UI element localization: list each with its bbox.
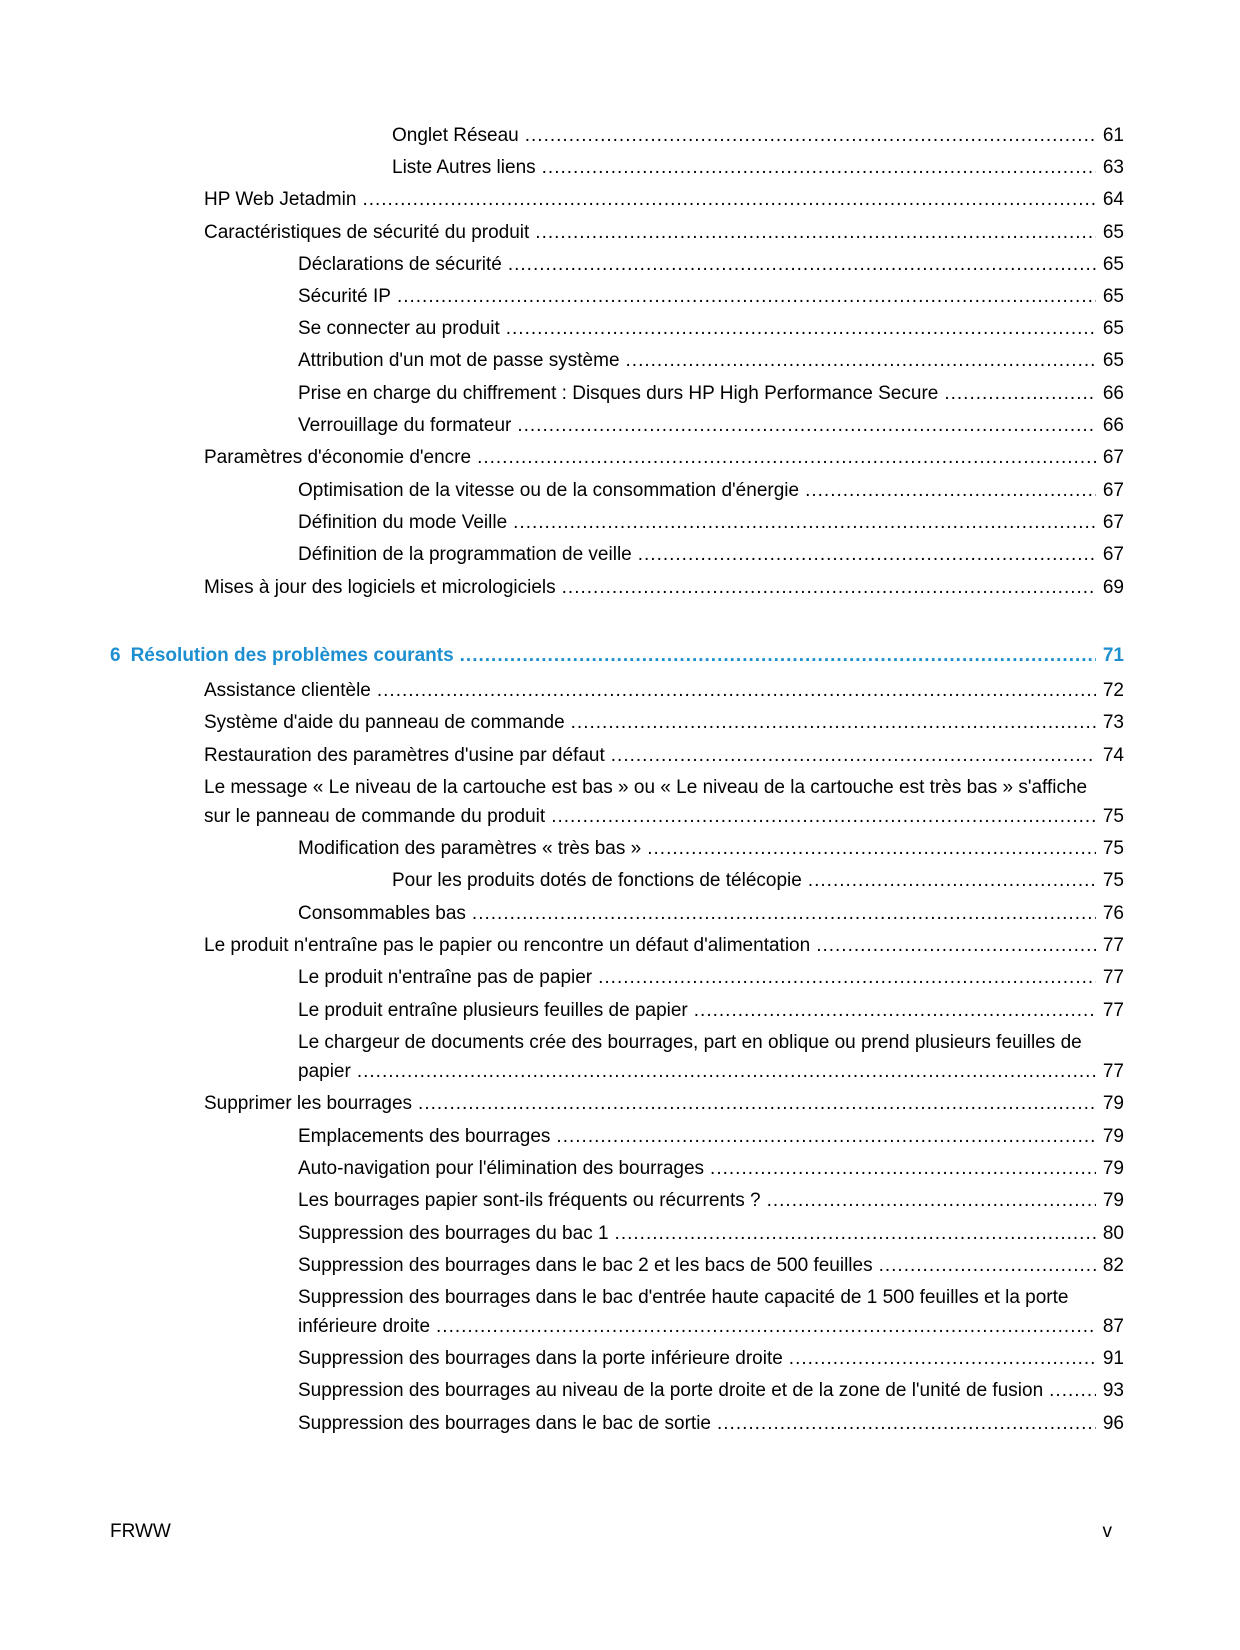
dot-leader: [611, 741, 1096, 770]
toc-entry-label: Suppression des bourrages dans la porte inférieure droite: [298, 1348, 783, 1369]
toc-entry-page: 72: [1102, 680, 1124, 701]
toc-entry-page: 67: [1102, 544, 1124, 565]
chapter-number: 6: [110, 645, 121, 666]
toc-entry-label: Définition de la programmation de veille: [298, 544, 632, 565]
toc-entry-label: Système d'aide du panneau de commande: [204, 712, 565, 733]
toc-entry[interactable]: [298, 476, 1124, 505]
toc-entry-label: Liste Autres liens: [392, 157, 536, 178]
dot-leader: [436, 1312, 1096, 1341]
toc-entry-page: 67: [1102, 480, 1124, 501]
toc-entry-page: 73: [1102, 712, 1124, 733]
toc-entry[interactable]: [392, 121, 1124, 150]
toc-entry-label: Pour les produits dotés de fonctions de télécopie: [392, 870, 802, 891]
toc-entry-page: 66: [1102, 415, 1124, 436]
dot-leader: [562, 573, 1096, 602]
toc-entry[interactable]: [392, 153, 1124, 182]
toc-entry-page: 65: [1102, 254, 1124, 275]
toc-entry-page: 77: [1102, 1061, 1124, 1082]
toc-entry[interactable]: [204, 443, 1124, 472]
toc-entry-label: Le produit entraîne plusieurs feuilles de papier: [298, 1000, 688, 1021]
toc-entry-page: 76: [1102, 903, 1124, 924]
dot-leader: [615, 1219, 1096, 1248]
toc-entry-label: Consommables bas: [298, 903, 466, 924]
toc-entry[interactable]: [204, 773, 1124, 831]
toc-entry-label: Auto-navigation pour l'élimination des bourrages: [298, 1158, 705, 1179]
footer-page-number: v: [1102, 1521, 1112, 1542]
toc-entry-page: 93: [1102, 1380, 1124, 1401]
toc-entry-label: Les bourrages papier sont-ils fréquents ou récurrents ?: [298, 1190, 761, 1211]
toc-entry[interactable]: [298, 1283, 1124, 1341]
toc-entry[interactable]: [204, 741, 1124, 770]
toc-entry-page: 79: [1102, 1158, 1124, 1179]
dot-leader: [508, 250, 1096, 279]
dot-leader: [710, 1154, 1096, 1183]
toc-entry[interactable]: [298, 1251, 1124, 1280]
toc-entry[interactable]: [204, 573, 1124, 602]
dot-leader: [397, 282, 1096, 311]
dot-leader: [556, 1122, 1096, 1151]
toc-entry-page: 61: [1102, 125, 1124, 146]
dot-leader: [789, 1344, 1096, 1373]
toc-entry-label: Définition du mode Veille: [298, 512, 508, 533]
toc-entry-page: 77: [1102, 935, 1124, 956]
toc-entry-page: 91: [1102, 1348, 1124, 1369]
dot-leader: [879, 1251, 1096, 1280]
toc-entry[interactable]: [204, 931, 1124, 960]
toc-entry-label: Suppression des bourrages au niveau de la porte droite et de la zone de l'unité de fusion: [298, 1380, 1044, 1401]
toc-entry-label: inférieure droite: [298, 1316, 431, 1337]
dot-leader: [571, 708, 1096, 737]
toc-entry-page: 79: [1102, 1190, 1124, 1211]
dot-leader: [472, 899, 1096, 928]
toc-entry-label: Attribution d'un mot de passe système: [298, 350, 620, 371]
toc-entry[interactable]: [298, 1122, 1124, 1151]
toc-entry[interactable]: [298, 250, 1124, 279]
toc-entry[interactable]: [298, 508, 1124, 537]
dot-leader: [542, 153, 1096, 182]
toc-entry[interactable]: [298, 1344, 1124, 1373]
toc-entry-page: 67: [1102, 512, 1124, 533]
dot-leader: [1049, 1376, 1096, 1405]
toc-entry-label: Verrouillage du formateur: [298, 415, 512, 436]
toc-entry-page: 75: [1102, 838, 1124, 859]
toc-entry-label: Emplacements des bourrages: [298, 1126, 551, 1147]
toc-entry-label: papier: [298, 1061, 351, 1082]
toc-entry-page: 69: [1102, 577, 1124, 598]
dot-leader: [362, 185, 1096, 214]
toc-entry[interactable]: [298, 1219, 1124, 1248]
toc-entry-page: 75: [1102, 870, 1124, 891]
dot-leader: [808, 866, 1096, 895]
toc-entry-page: 80: [1102, 1223, 1124, 1244]
toc-entry[interactable]: [298, 282, 1124, 311]
dot-leader: [694, 996, 1096, 1025]
toc-entry[interactable]: [298, 834, 1124, 863]
footer-doc-code: FRWW: [110, 1521, 171, 1542]
toc-entry[interactable]: [298, 1154, 1124, 1183]
dot-leader: [525, 121, 1096, 150]
toc-entry-page: 77: [1102, 1000, 1124, 1021]
toc-entry-label: Sécurité IP: [298, 286, 391, 307]
toc-entry-page: 65: [1102, 318, 1124, 339]
dot-leader: [598, 963, 1096, 992]
toc-entry[interactable]: [298, 1409, 1124, 1438]
dot-leader: [477, 443, 1096, 472]
toc-entry-label: Caractéristiques de sécurité du produit: [204, 222, 530, 243]
toc-entry[interactable]: [298, 963, 1124, 992]
toc-entry[interactable]: [298, 314, 1124, 343]
toc-entry[interactable]: [298, 1028, 1124, 1086]
toc-entry-label-line1: Le message « Le niveau de la cartouche est bas » ou « Le niveau de la cartouche est très bas » s'affiche: [204, 777, 1088, 798]
toc-entry-page: 65: [1102, 222, 1124, 243]
toc-entry-page: 77: [1102, 967, 1124, 988]
toc-entry-page: 79: [1102, 1126, 1124, 1147]
toc-entry-page: 65: [1102, 350, 1124, 371]
dot-leader: [805, 476, 1096, 505]
toc-entry[interactable]: [298, 996, 1124, 1025]
toc-entry-label: Assistance clientèle: [204, 680, 371, 701]
dot-leader: [517, 411, 1096, 440]
dot-leader: [418, 1089, 1096, 1118]
dot-leader: [767, 1186, 1096, 1215]
toc-entry-label: Supprimer les bourrages: [204, 1093, 413, 1114]
dot-leader: [506, 314, 1096, 343]
dot-leader: [535, 218, 1096, 247]
toc-entry-label: sur le panneau de commande du produit: [204, 806, 546, 827]
toc-entry-label-line1: Le chargeur de documents crée des bourrages, part en oblique ou prend plusieurs feuilles de: [298, 1032, 1082, 1053]
toc-entry-label: HP Web Jetadmin: [204, 189, 357, 210]
toc-entry[interactable]: [204, 185, 1124, 214]
dot-leader: [460, 641, 1096, 670]
toc-entry-label: Prise en charge du chiffrement : Disques durs HP High Performance Secure: [298, 383, 939, 404]
toc-entry[interactable]: [204, 676, 1124, 705]
toc-entry-page: 66: [1102, 383, 1124, 404]
dot-leader: [551, 802, 1096, 831]
toc-entry-label: Le produit n'entraîne pas de papier: [298, 967, 593, 988]
dot-leader: [626, 346, 1096, 375]
toc-entry-page: 65: [1102, 286, 1124, 307]
dot-leader: [357, 1057, 1096, 1086]
toc-entry[interactable]: [298, 540, 1124, 569]
toc-entry-page: 96: [1102, 1413, 1124, 1434]
chapter-title: [110, 641, 454, 670]
toc-entry-label: Déclarations de sécurité: [298, 254, 502, 275]
toc-entry[interactable]: [392, 866, 1124, 895]
toc-entry-page: 74: [1102, 745, 1124, 766]
toc-entry[interactable]: [204, 218, 1124, 247]
toc-entry-page: 82: [1102, 1255, 1124, 1276]
toc-entry-label: Suppression des bourrages du bac 1: [298, 1223, 609, 1244]
toc-entry-label: Le produit n'entraîne pas le papier ou rencontre un défaut d'alimentation: [204, 935, 811, 956]
toc-entry-label: Optimisation de la vitesse ou de la consommation d'énergie: [298, 480, 800, 501]
toc-entry[interactable]: [298, 1186, 1124, 1215]
toc-entry-page: 87: [1102, 1316, 1124, 1337]
toc-entry[interactable]: [298, 346, 1124, 375]
dot-leader: [717, 1409, 1096, 1438]
toc-entry-page: 67: [1102, 447, 1124, 468]
dot-leader: [944, 379, 1096, 408]
toc-entry-label-line1: Suppression des bourrages dans le bac d'entrée haute capacité de 1 500 feuilles et la porte: [298, 1287, 1069, 1308]
dot-leader: [513, 508, 1096, 537]
toc-entry[interactable]: [204, 708, 1124, 737]
toc-entry[interactable]: [298, 1376, 1124, 1405]
toc-entry-label: Se connecter au produit: [298, 318, 500, 339]
toc-entry-label: Restauration des paramètres d'usine par défaut: [204, 745, 605, 766]
toc-entry[interactable]: [298, 411, 1124, 440]
toc-entry-label: Mises à jour des logiciels et micrologiciels: [204, 577, 556, 598]
toc-entry[interactable]: [298, 379, 1124, 408]
toc-entry-label: Onglet Réseau: [392, 125, 519, 146]
toc-entry-label: Modification des paramètres « très bas »: [298, 838, 642, 859]
toc-entry-page: 79: [1102, 1093, 1124, 1114]
toc-entry[interactable]: [298, 899, 1124, 928]
dot-leader: [377, 676, 1096, 705]
chapter-page: 71: [1102, 645, 1124, 666]
toc-entry-page: 63: [1102, 157, 1124, 178]
toc-entry-label: Paramètres d'économie d'encre: [204, 447, 472, 468]
dot-leader: [816, 931, 1096, 960]
toc-entry-label: Suppression des bourrages dans le bac 2 et les bacs de 500 feuilles: [298, 1255, 873, 1276]
chapter-title-text: Résolution des problèmes courants: [130, 645, 454, 666]
dot-leader: [647, 834, 1096, 863]
dot-leader: [638, 540, 1096, 569]
chapter-heading[interactable]: [110, 641, 1124, 670]
toc-entry-label: Suppression des bourrages dans le bac de sortie: [298, 1413, 711, 1434]
toc-entry[interactable]: [204, 1089, 1124, 1118]
toc-entry-page: 75: [1102, 806, 1124, 827]
toc-entry-page: 64: [1102, 189, 1124, 210]
